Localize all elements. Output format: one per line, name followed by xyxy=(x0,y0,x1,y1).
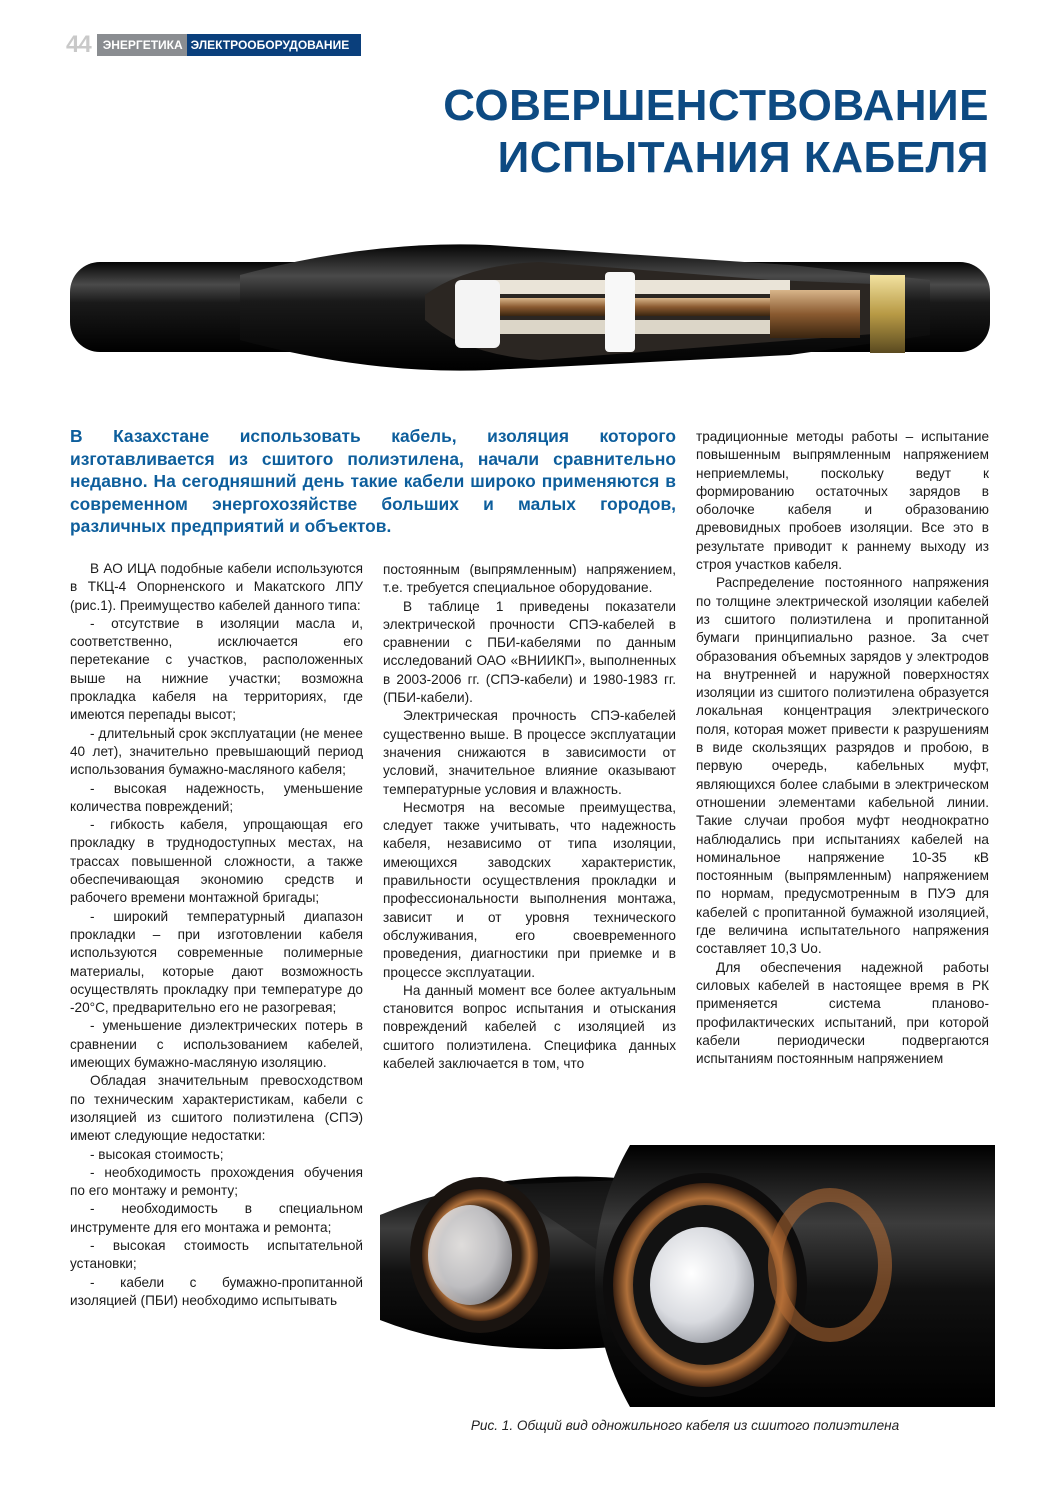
page-header xyxy=(66,31,361,58)
paragraph: - необходимость прохождения обучения по его монтажу и ремонту; xyxy=(70,1164,363,1199)
paragraph: Распределение постоянного напряжения по толщине электрической изоляции кабелей из сшитого полиэтилена и пропитанной бумаги принципиально разное. За счет образования объемных зарядов у электродов на внутренней и наружной поверхностях изоляции из сшитого полиэтилена образуется локальная концентрация электрического поля, которая может привести к разрушениям в виде скользящих разрядов и пробою, в первую очередь, кабельных муфт, являющихся более слабыми в электрическом отношении элементами кабельной линии. Такие случаи пробоя муфт неоднократно наблюдались при испытаниях кабелей на номинальное напряжение 10-35 кВ постоянным (выпрямленным) напряжением по нормам, предусмотренным в ПУЭ для кабелей с пропитанной бумажной изоляцией, где величина испытательного напряжения составляет 10,3 Uo. xyxy=(696,575,989,957)
paragraph: постоянным (выпрямленным) напряжением, т.е. требуется специальное оборудование. xyxy=(383,562,676,596)
paragraph: На данный момент все более актуальным становится вопрос испытания и отыскания повреждений кабелей с изоляцией из сшитого полиэтилена. Специфика данных кабелей заключается в том, что xyxy=(383,982,676,1072)
paragraph: - отсутствие в изоляции масла и, соответственно, исключается его перетекание с участков, расположенных выше на нижние участки; возможна прокладка кабеля на территориях, где имеются перепады высот; xyxy=(70,615,363,723)
paragraph: - широкий температурный диапазон прокладки – при изготовлении кабеля используются современные полимерные материалы, которые дают возможность осуществлять прокладку при температуре до -20°С, предварительно его не разогревая; xyxy=(70,908,363,1016)
cable-cross-section-image xyxy=(380,1145,995,1407)
paragraph: В таблице 1 приведены показатели электрической прочности СПЭ-кабелей в сравнении с ПБИ-кабелями по данным исследований ОАО «ВНИИКП», выполненных в 2003-2006 гг. (СПЭ-кабели) и 1980-1983 гг. (ПБИ-кабели). xyxy=(383,598,676,706)
paragraph: - кабели с бумажно-пропитанной изоляцией (ПБИ) необходимо испытывать xyxy=(70,1274,363,1308)
paragraph: традиционные методы работы – испытание повышенным выпрямленным напряжением неприемлемы, поскольку ведут к формированию остаточных зарядов в оболочке кабеля и образованию древовидных пробоев изоляции. Все это в результате приводит к раннему выходу из строя участков кабеля. xyxy=(696,429,989,573)
paragraph: Обладая значительным превосходством по техническим характеристикам, кабели с изоляцией из сшитого полиэтилена (СПЭ) имеют следующие недостатки: xyxy=(70,1073,363,1144)
subsection-label: ЭЛЕКТРООБОРУДОВАНИЕ xyxy=(187,34,362,56)
paragraph: - высокая стоимость; xyxy=(90,1146,224,1162)
page-number: 44 xyxy=(66,31,91,58)
paragraph: В АО ИЦА подобные кабели используются в ТКЦ-4 Опорненского и Макатского ЛПУ (рис.1). Преимущество кабелей данного типа: xyxy=(70,561,363,613)
paragraph: Электрическая прочность СПЭ-кабелей существенно выше. В процессе эксплуатации значения снижаются в зависимости от условий, значительное влияние оказывают температурные условия и влажность. xyxy=(383,708,676,797)
paragraph: - необходимость в специальном инструменте для его монтажа и ремонта; xyxy=(70,1201,363,1235)
paragraph: - гибкость кабеля, упрощающая его прокладку в труднодоступных местах, на трассах повышенной сложности, а также обеспечивающая экономию средств и рабочего времени монтажной бригады; xyxy=(70,817,363,906)
title-line-2: ИСПЫТАНИЯ КАБЕЛЯ xyxy=(497,133,989,182)
text-column-1 xyxy=(70,560,363,1310)
paragraph: - длительный срок эксплуатации (не менее 40 лет), значительно превышающий период использования бумажно-масляного кабеля; xyxy=(70,725,363,778)
paragraph: - высокая стоимость испытательной установки; xyxy=(70,1237,363,1272)
cable-joint-image xyxy=(70,220,990,410)
section-label: ЭНЕРГЕТИКА xyxy=(97,34,187,56)
paragraph: Несмотря на весомые преимущества, следует также учитывать, что надежность кабеля, независимо от типа изоляции, имеющихся заводских характеристик, правильности осуществления прокладки и профессиональности выполнения монтажа, зависит и от уровня технического обслуживания, его своевременного проведения, диагностики при приемке и в процессе эксплуатации. xyxy=(383,799,676,980)
text-column-2 xyxy=(383,561,676,1073)
figure-caption: Рис. 1. Общий вид одножильного кабеля из сшитого полиэтилена xyxy=(470,1418,900,1433)
title-line-1: СОВЕРШЕНСТВОВАНИЕ xyxy=(443,81,989,130)
lead-paragraph: В Казахстане использовать кабель, изоляция которого изготавливается из сшитого полиэтилена, начали сравнительно недавно. На сегодняшний день такие кабели широко применяются в современном энергохозяйстве больших и малых городов, различных предприятий и объектов. xyxy=(70,426,676,537)
paragraph: - высокая надежность, уменьшение количества повреждений; xyxy=(70,780,363,814)
paragraph: Для обеспечения надежной работы силовых кабелей в настоящее время в РК применяется система планово-профилактических испытаний, при которой кабели периодически подвергаются испытаниям постоянным напряжением xyxy=(696,959,989,1067)
text-column-3 xyxy=(696,428,989,1068)
paragraph: - уменьшение диэлектрических потерь в сравнении с использованием кабелей, имеющих бумажно-масляную изоляцию. xyxy=(70,1018,363,1071)
article-title xyxy=(443,80,989,184)
